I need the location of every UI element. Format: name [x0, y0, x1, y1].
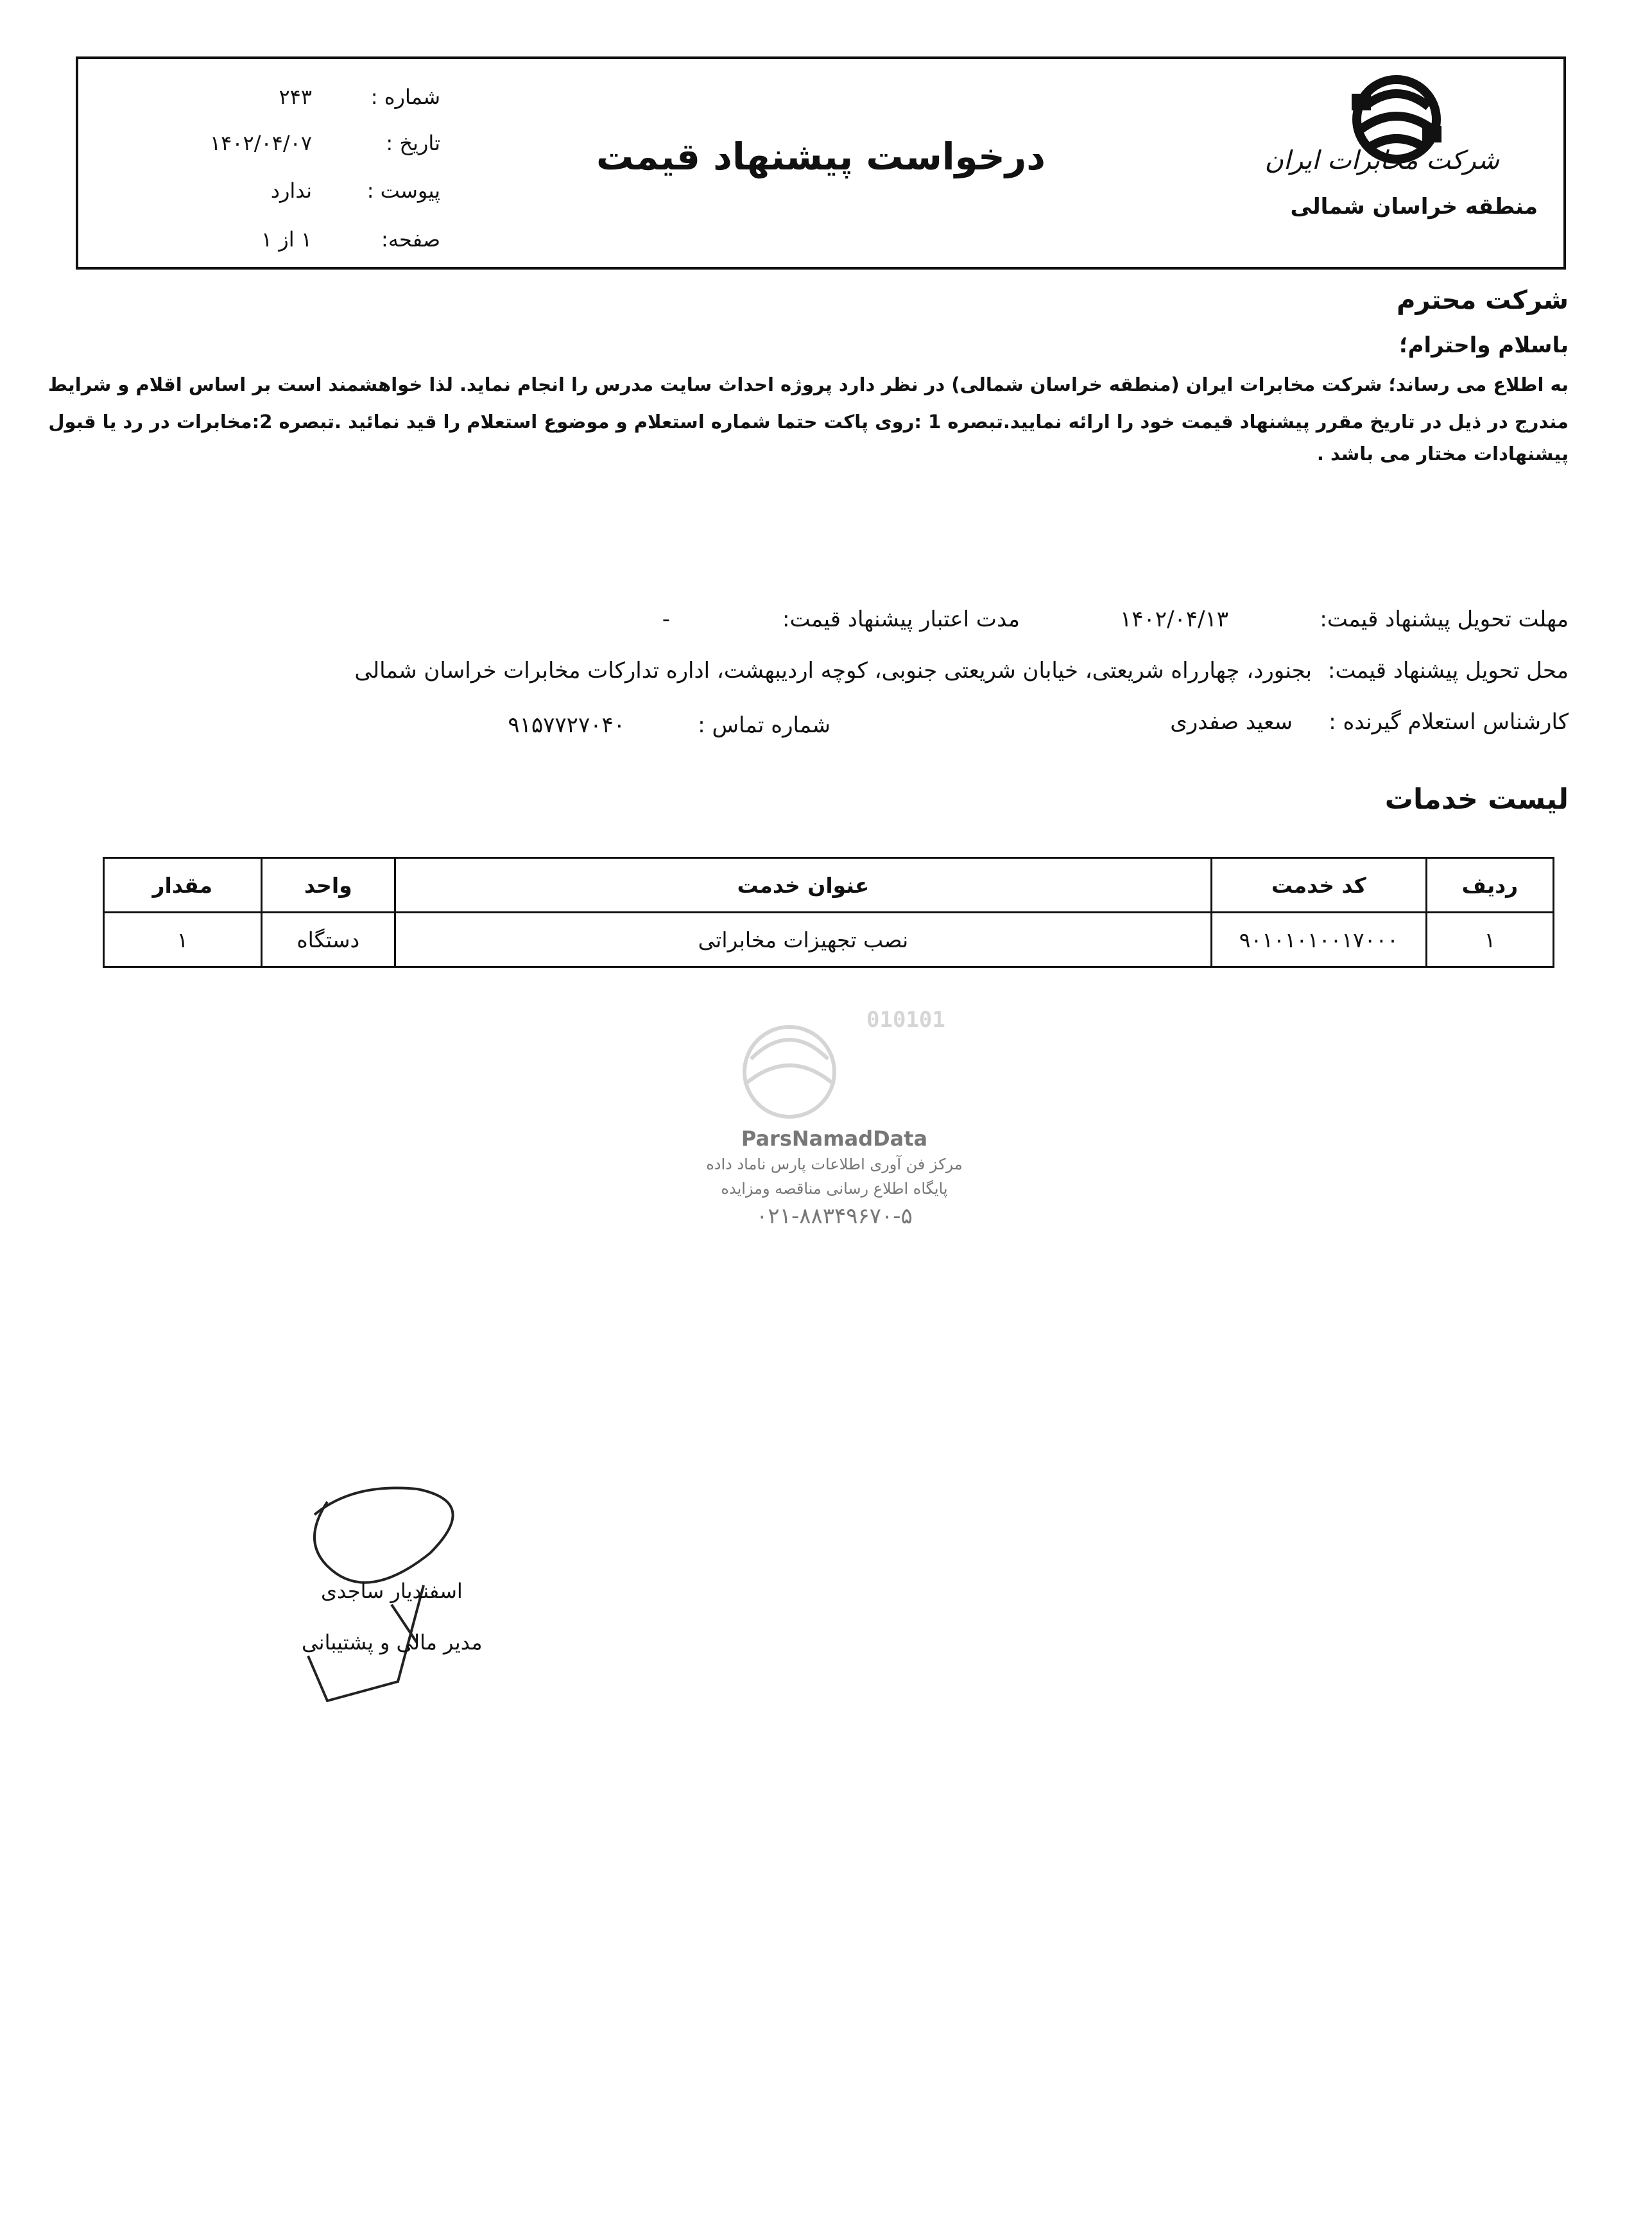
- cell-row: ۱: [1426, 913, 1553, 967]
- deadline-value: ۱۴۰۲/۰۴/۱۳: [1119, 607, 1228, 632]
- phone-value: ۹۱۵۷۷۲۷۰۴۰: [508, 712, 625, 738]
- validity-label: مدت اعتبار پیشنهاد قیمت:: [782, 607, 1020, 632]
- header-box: [76, 56, 1566, 270]
- cell-title: نصب تجهیزات مخابراتی: [395, 913, 1211, 967]
- addressee: شرکت محترم: [1397, 286, 1569, 315]
- watermark-phone: ۰۲۱-۸۸۳۴۹۶۷۰-۵: [756, 1203, 913, 1229]
- body-line-3: پیشنهادات مختار می باشد .: [1316, 443, 1569, 465]
- col-qty: مقدار: [104, 858, 262, 913]
- date-value: ۱۴۰۲/۰۴/۰۷: [209, 131, 312, 155]
- date-label: تاریخ :: [386, 131, 440, 155]
- location-label: محل تحویل پیشنهاد قیمت:: [1327, 658, 1569, 684]
- company-name: شرکت مخابرات ایران: [1264, 146, 1499, 175]
- watermark-brand: ParsNamadData: [741, 1126, 928, 1151]
- greeting: باسلام واحترام؛: [1398, 332, 1569, 358]
- services-heading: لیست خدمات: [1384, 783, 1569, 816]
- page-value: ۱ از ۱: [261, 227, 312, 252]
- watermark-line-1: مرکز فن آوری اطلاعات پارس ناماد داده: [706, 1155, 963, 1173]
- col-code: کد خدمت: [1211, 858, 1426, 913]
- signer-name: اسفندیار ساجدی: [321, 1579, 463, 1603]
- number-row: [196, 85, 440, 110]
- cell-code: ۹۰۱۰۱۰۱۰۰۱۷۰۰۰: [1211, 913, 1426, 967]
- phone-label: شماره تماس :: [698, 712, 830, 738]
- col-title: عنوان خدمت: [395, 858, 1211, 913]
- col-row: ردیف: [1426, 858, 1553, 913]
- cell-unit: دستگاه: [261, 913, 395, 967]
- number-label: شماره :: [370, 85, 440, 109]
- date-row: [196, 131, 440, 157]
- page-label: صفحه:: [381, 227, 440, 252]
- attachment-value: ندارد: [270, 178, 312, 203]
- expert-value: سعید صفدری: [1170, 709, 1293, 735]
- page-row: [196, 227, 440, 253]
- deadline-label: مهلت تحویل پیشنهاد قیمت:: [1320, 607, 1569, 632]
- number-value: ۲۴۳: [279, 85, 312, 109]
- table-row: [104, 913, 1554, 967]
- location-value: بجنورد، چهارراه شریعتی، خیابان شریعتی جنوبی، کوچه اردیبهشت، اداره تدارکات مخابرات خراسان شمالی: [354, 658, 1312, 684]
- validity-value: -: [662, 607, 670, 632]
- attachment-label: پیوست :: [366, 178, 440, 203]
- col-unit: واحد: [261, 858, 395, 913]
- services-table: [103, 857, 1554, 968]
- watermark-line-2: پایگاه اطلاع رسانی مناقصه ومزایده: [721, 1180, 948, 1198]
- expert-label: کارشناس استعلام گیرنده :: [1329, 709, 1569, 735]
- cell-qty: ۱: [104, 913, 262, 967]
- table-header-row: [104, 858, 1554, 913]
- attachment-row: [196, 178, 440, 204]
- region-name: منطقه خراسان شمالی: [1290, 194, 1538, 219]
- watermark-binary: 010101: [866, 1007, 945, 1033]
- body-line-2: مندرج در ذیل در تاریخ مقرر پیشنهاد قیمت خود را ارائه نمایید.تبصره 1 :روی پاکت حتما شماره استعلام و موضوع استعلام را قید نمائید .تبصره 2:مخابرات در رد یا قبول: [48, 411, 1569, 433]
- body-line-1: به اطلاع می رساند؛ شرکت مخابرات ایران (منطقه خراسان شمالی) در نظر دارد پروژه احداث سایت مدرس را انجام نماید. لذا خواهشمند است بر اساس اقلام و شرایط: [47, 374, 1569, 395]
- signer-title: مدیر مالی و پشتیبانی: [302, 1630, 483, 1655]
- page-title: درخواست پیشنهاد قیمت: [596, 135, 1045, 178]
